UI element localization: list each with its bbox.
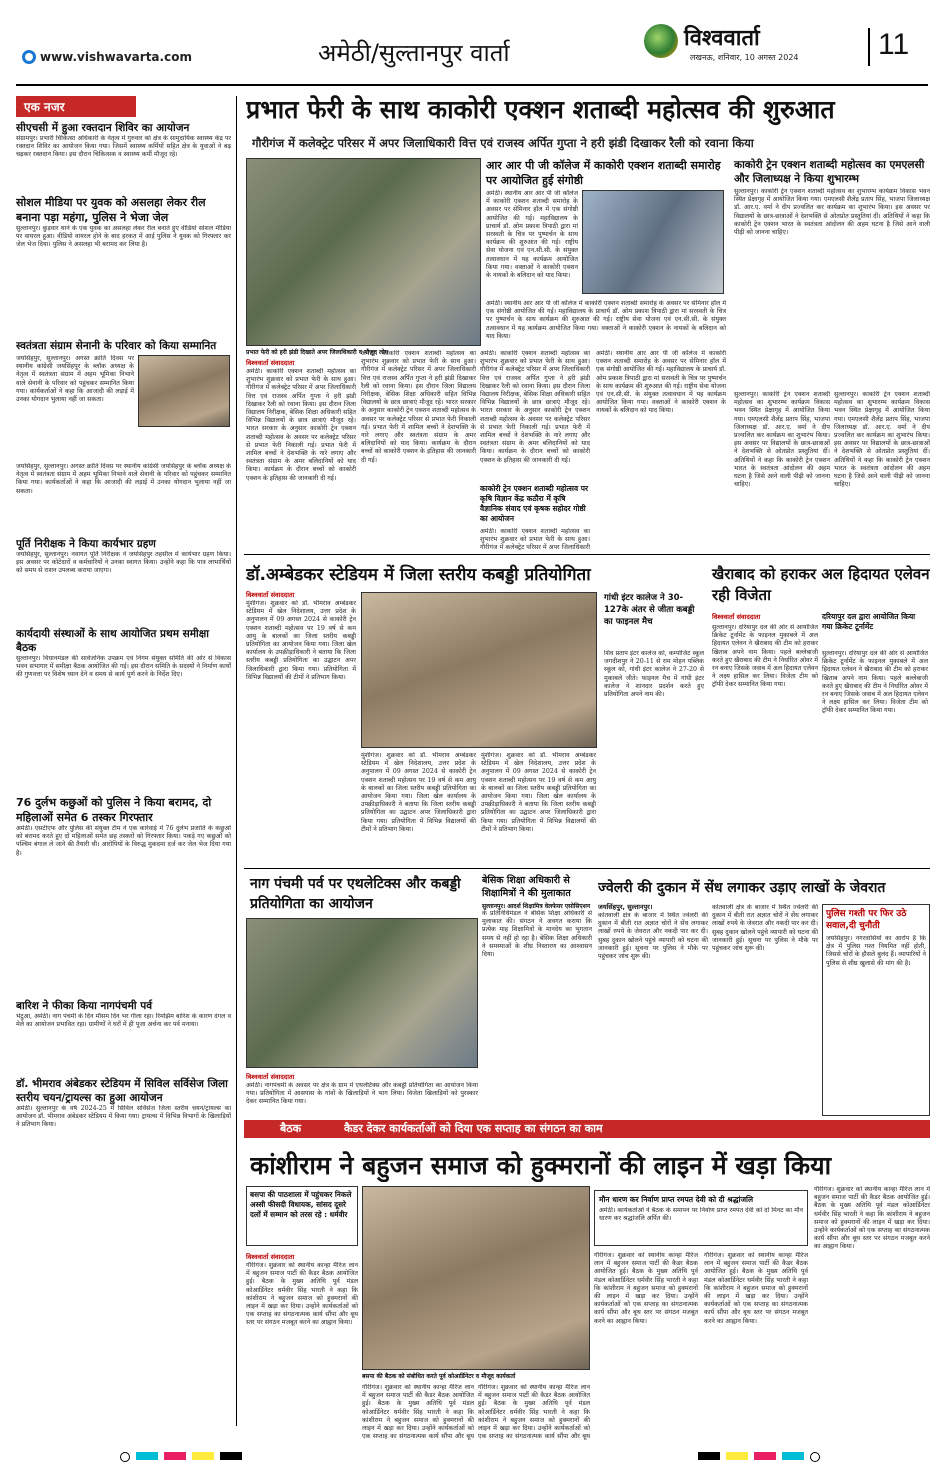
brief-3-photo	[138, 355, 230, 427]
bottom-body-col4: गौरीगंज। शुक्रवार को स्थानीय कान्हा मैरिज लान में बहुजन समाज पार्टी की कैडर बैठक आयोजित हुई। बैठक के मुख्य अतिथि पूर्व मंडल कोआर्डिनेटर धर्मवीर सिंह भारती ने कहा कि कांशीराम ने बहुजन समाज को हुक्मरानों की लाइन में खड़ा कर दिया। उन्होंने कार्यकर्ताओं को एक सप्ताह का संगठनात्मक कार्य सौंपा और बूथ स्तर पर संगठन मजबूत करने का आह्वान किया।	[594, 1252, 698, 1325]
lead-body-col2: अमेठी। काकोरी एक्शन शताब्दी महोत्सव का शुभारंभ शुक्रवार को प्रभात फेरी के साथ हुआ। गौरीगंज में कलेक्ट्रेट परिसर में अपर जिलाधिकारी वित्त एवं राजस्व अर्पित गुप्ता ने हरी झंडी दिखाकर रैली को रवाना किया। इस दौरान जिला विद्यालय निरीक्षक, बेसिक शिक्षा अधिकारी सहित विभिन्न विद्यालयों के छात्र छात्राएं मौजूद रहे। भारत सरकार के अनुसार काकोरी ट्रेन एक्शन शताब्दी महोत्सव के अवसर पर कलेक्ट्रेट परिसर से प्रभात फेरी निकाली गई। प्रभात फेरी में शामिल बच्चों ने देशभक्ति के नारे लगाए और स्वतंत्रता संग्राम के अमर बलिदानियों को याद किया। कार्यक्रम के दौरान बच्चों को काकोरी एक्शन के इतिहास की जानकारी दी गई।	[361, 350, 476, 464]
brief-7-title: बारिश ने फीका किया नागपंचमी पर्व	[16, 1000, 153, 1012]
lead-byline: विश्ववार्ता संवाददाता	[246, 359, 295, 367]
bottom-quote-box	[246, 1186, 358, 1246]
bsa-body: के प्रतिनिधिमंडल ने बेसिक शिक्षा अधिकारी से मुलाकात की। संगठन ने अवगत कराया कि प्रत्येक माह शिक्षामित्रों के मानदेय का भुगतान समय से नहीं हो रहा है। बेसिक शिक्षा अधिकारी ने समस्याओं के शीघ्र निस्तारण का आश्वासन दिया।	[482, 910, 592, 959]
lead-photo	[246, 158, 481, 346]
nagpanchami-body: अमेठी। नागपंचमी के अवसर पर क्षेत्र के ग्राम में एथलेटिक्स और कबड्डी प्रतियोगिता का आयोजन किया गया। प्रतियोगिता में आसपास के गांवों के खिलाड़ियों ने भाग लिया। विजेता खिलाड़ियों को पुरस्कार देकर सम्मानित किया गया।	[246, 1082, 478, 1106]
section-rule-1	[244, 554, 930, 555]
brief-4-title: पूर्ति निरीक्षक ने किया कार्यभार ग्रहण	[16, 538, 156, 550]
rr-college-headline: आर आर पी जी कॉलेज में काकोरी एक्शन शताब्दी समारोह पर आयोजित हुई संगोष्ठी	[486, 159, 721, 187]
jewelry-headline: ज्वेलरी की दुकान में सेंध लगाकर उड़ाए लाखों के जेवरात	[598, 880, 886, 896]
bottom-side-body: अमेठी। कार्यकर्ताओं ने बैठक के समापन पर निर्वाण प्राप्त रमपत देवी को दो मिनट का मौन धारण कर श्रद्धांजलि अर्पित की।	[599, 1207, 803, 1223]
page-number: 11	[878, 28, 910, 61]
rr-college-body-lower: अमेठी। स्थानीय आर आर पी जी कॉलेज में काकोरी एक्शन शताब्दी समारोह के अवसर पर सेमिनार हॉल में एक संगोष्ठी आयोजित की गई। महाविद्यालय के प्राचार्य डॉ. ओम प्रकाश त्रिपाठी द्वारा मां सरस्वती के चित्र पर पुष्पार्चन के साथ कार्यक्रम की शुरुआत की गई। राष्ट्रीय सेवा योजना एवं एन.सी.सी. के संयुक्त तत्वावधान में यह कार्यक्रम आयोजित किया गया। वक्ताओं ने काकोरी एक्शन के नायकों के बलिदान को याद किया।	[596, 350, 726, 415]
brief-3-body-cont: जयसिंहपुर, सुल्तानपुर। अगस्त क्रांति दिवस पर स्थानीय कांग्रेसी जयसिंहपुर के ब्लॉक अध्यक्ष के नेतृत्व में स्वतंत्रता संग्राम में अहम भूमिका निभाने वाले सेनानी के परिवार को पहुंचकर सम्मानित किया गया। कार्यकर्ताओं ने कहा कि आजादी की लड़ाई में उनका योगदान भुलाया नहीं जा सकता।	[16, 463, 231, 495]
bottom-side-box	[594, 1190, 808, 1246]
masthead	[0, 0, 945, 88]
masthead-rule	[16, 84, 928, 86]
nagpanchami-headline: नाग पंचमी पर्व पर एथलेटिक्स और कबड्डी प्रतियोगिता का आयोजन	[250, 876, 461, 912]
rr-college-box	[486, 158, 726, 348]
kabaddi-body-col1: मुंशीगंज। शुक्रवार को डॉ. भीमराव अम्बेडकर स्टेडियम में खेल निदेशालय, उत्तर प्रदेश के अनुपालन में 09 अगस्त 2024 से काकोरी ट्रेन एक्शन शताब्दी महोत्सव पर 19 वर्ष से कम आयु के बालकों का जिला स्तरीय कबड्डी प्रतियोगिता का आयोजन किया गया। जिला खेल कार्यालय के उपक्रीड़ाधिकारी ने बताया कि जिला स्तरीय कबड्डी प्रतियोगिता का उद्घाटन अपर जिलाधिकारी द्वारा किया गया। प्रतियोगिता में विभिन्न विद्यालयों की टीमों ने प्रतिभाग किया।	[246, 600, 356, 681]
brief-1-title: सीएचसी में हुआ रक्तदान शिविर का आयोजन	[16, 122, 190, 134]
rr-college-body-cont: अमेठी। स्थानीय आर आर पी जी कॉलेज में काकोरी एक्शन शताब्दी समारोह के अवसर पर सेमिनार हॉल में एक संगोष्ठी आयोजित की गई। महाविद्यालय के प्राचार्य डॉ. ओम प्रकाश त्रिपाठी द्वारा मां सरस्वती के चित्र पर पुष्पार्चन के साथ कार्यक्रम की शुरुआत की गई। राष्ट्रीय सेवा योजना एवं एन.सी.सी. के संयुक्त तत्वावधान में यह कार्यक्रम आयोजित किया गया। वक्ताओं ने काकोरी एक्शन के नायकों के बलिदान को याद किया।	[486, 300, 726, 340]
jewelry-box	[822, 904, 930, 1116]
section-rule-2	[244, 868, 930, 869]
jewelry-byline: जयसिंहपुर, सुल्तानपुर।	[598, 903, 653, 911]
brief-8-body: अमेठी। सुल्तानपुर के वर्ष 2024-25 में सिविल सर्विसेज जिला स्तरीय चयन/ट्रायल्स का आयोजन डॉ. भीमराव अंबेडकर स्टेडियम में किया गया। ट्रायल्स में विभिन्न विभागों के खिलाड़ियों ने प्रतिभाग किया।	[16, 1105, 231, 1129]
column-divider	[236, 96, 237, 1426]
bsa-byline: सुल्तानपुर। आदर्श शिक्षामित्र वेलफेयर एसोसिएशन	[482, 903, 591, 910]
brief-5-body: सुल्तानपुर। विधानमंडल की सार्वजनिक उपक्रम एवं निगम संयुक्त समिति की ओर से विकास भवन सभागार में समीक्षा बैठक आयोजित की गई। इस दौरान समिति के सदस्यों ने निर्माण कार्यों की गुणवत्ता पर विशेष ध्यान देने व समय से कार्य पूर्ण करने के निर्देश दिए।	[16, 655, 231, 679]
brief-2-title: सोशल मीडिया पर युवक को असलहा लेकर रील बनाना पड़ा महंगा, पुलिस ने भेजा जेल	[16, 196, 206, 224]
bottom-photo	[362, 1186, 590, 1370]
lead-photo-caption: प्रभात फेरी को हरी झंडी दिखाते अपर जिलाधिकारी व मौजूद लोग	[246, 349, 389, 356]
mlc-story	[734, 158, 930, 548]
bottom-photo-caption: बसपा की बैठक को संबोधित करते पूर्व कोआर्डिनेटर व मौजूद कार्यकर्ता	[362, 1373, 516, 1380]
khairabad-headline: खैराबाद को हराकर अल हिदायत एलेवन रही विजेता	[712, 565, 930, 604]
kabaddi-sidebar-body: शिव प्रताप इंटर कालेज को, कम्पोजिट स्कूल जगदीशपुर ने 20-11 से राम मोहन पब्लिक स्कूल को, गांधी इंटर कालेज ने 27-20 से मुकाबले जीते। फाइनल मैच में गांधी इंटर कालेज ने शानदार प्रदर्शन करते हुए प्रतियोगिता अपने नाम की।	[604, 650, 704, 699]
lead-subhead: काकोरी ट्रेन एक्शन शताब्दी महोत्सव पर कृषि विज्ञान केंद्र कठौरा में कृषि वैज्ञानिक संवाद एवं कृषक सहोदर गोष्ठी का आयोजन	[480, 484, 589, 523]
brief-1-body: संग्रामपुर। प्रभारी चिकित्सा अधिकारी के नेतृत्व में गुरुवार को क्षेत्र के सामुदायिक स्वास्थ्य केंद्र पर रक्तदान शिविर का आयोजन किया गया। जिसमें स्वास्थ्य कर्मियों सहित क्षेत्र के युवाओं ने बढ़ चढ़कर रक्तदान किया। इस दौरान चिकित्सक व स्वास्थ्य कर्मी मौजूद रहे।	[16, 135, 231, 159]
bottom-body-col5: गौरीगंज। शुक्रवार को स्थानीय कान्हा मैरिज लान में बहुजन समाज पार्टी की कैडर बैठक आयोजित हुई। बैठक के मुख्य अतिथि पूर्व मंडल कोआर्डिनेटर धर्मवीर सिंह भारती ने कहा कि कांशीराम ने बहुजन समाज को हुक्मरानों की लाइन में खड़ा कर दिया। उन्होंने कार्यकर्ताओं को एक सप्ताह का संगठनात्मक कार्य सौंपा और बूथ स्तर पर संगठन मजबूत करने का आह्वान किया।	[704, 1252, 808, 1325]
brief-3-title: स्वतंत्रता संग्राम सेनानी के परिवार को किया सम्मानित	[16, 340, 217, 352]
jewelry-body-col1: कोतवाली क्षेत्र के बाजार में स्थित ज्वेलरी की दुकान में बीती रात अज्ञात चोरों ने सेंध लगाकर लाखों रुपये के जेवरात और नकदी पार कर दी। सुबह दुकान खोलने पहुंचे व्यापारी को घटना की जानकारी हुई। सूचना पर पुलिस ने मौके पर पहुंचकर जांच शुरू की।	[598, 912, 708, 961]
jewelry-body-col2: कोतवाली क्षेत्र के बाजार में स्थित ज्वेलरी की दुकान में बीती रात अज्ञात चोरों ने सेंध लगाकर लाखों रुपये के जेवरात और नकदी पार कर दी। सुबह दुकान खोलने पहुंचे व्यापारी को घटना की जानकारी हुई। सूचना पर पुलिस ने मौके पर पहुंचकर जांच शुरू की।	[712, 904, 818, 953]
lead-headline: प्रभात फेरी के साथ काकोरी एक्शन शताब्दी महोत्सव की शुरुआत	[246, 95, 835, 124]
bottom-side-strap: मौन धारण कर निर्वाण प्राप्त रमपत देवी को दी श्रद्धांजलि	[599, 1195, 754, 1204]
brief-6-title: 76 दुर्लभ कछुओं को पुलिस ने किया बरामद, दो महिलाओं समेत 6 तस्कर गिरफ्तार	[16, 796, 212, 824]
kabaddi-sidebar-headline: गांधी इंटर कालेज ने 30-127के अंतर से जीता कबड्डी का फाइनल मैच	[604, 593, 695, 627]
mlc-body-cont-2: सुल्तानपुर। काकोरी ट्रेन एक्शन शताब्दी महोत्सव का शुभारम्भ कार्यक्रम विकास भवन स्थित प्रेक्षागृह में आयोजित किया गया। एमएलसी शैलेंद्र प्रताप सिंह, भाजपा जिलाध्यक्ष डॉ. आर.ए. वर्मा ने दीप प्रज्वलित कर कार्यक्रम का शुभारंभ किया। इस अवसर पर विद्यालयों के छात्र-छात्राओं ने देशभक्ति से ओतप्रोत प्रस्तुतियां दीं। अतिथियों ने कहा कि काकोरी ट्रेन एक्शन भारत के स्वतंत्रता आंदोलन की अहम घटना है जिसे आने वाली पीढ़ी को जानना चाहिए।	[834, 391, 930, 489]
khairabad-body-col2: सुल्तानपुर। दरियापुर दल की ओर से आयोजित क्रिकेट टूर्नामेंट के फाइनल मुकाबले में अल हिदायत एलेवन ने खैराबाद की टीम को हराकर खिताब अपने नाम किया। पहले बल्लेबाजी करते हुए खैराबाद की टीम ने निर्धारित ओवर में रन बनाए जिसके जवाब में अल हिदायत एलेवन ने लक्ष्य हासिल कर लिया। विजेता टीम को ट्रॉफी देकर सम्मानित किया गया।	[822, 650, 928, 715]
lead-body-col3: अमेठी। काकोरी एक्शन शताब्दी महोत्सव का शुभारंभ शुक्रवार को प्रभात फेरी के साथ हुआ। गौरीगंज में कलेक्ट्रेट परिसर में अपर जिलाधिकारी वित्त एवं राजस्व अर्पित गुप्ता ने हरी झंडी दिखाकर रैली को रवाना किया। इस दौरान जिला विद्यालय निरीक्षक, बेसिक शिक्षा अधिकारी सहित विभिन्न विद्यालयों के छात्र छात्राएं मौजूद रहे। भारत सरकार के अनुसार काकोरी ट्रेन एक्शन शताब्दी महोत्सव के अवसर पर कलेक्ट्रेट परिसर से प्रभात फेरी निकाली गई। प्रभात फेरी में शामिल बच्चों ने देशभक्ति के नारे लगाए और स्वतंत्रता संग्राम के अमर बलिदानियों को याद किया। कार्यक्रम के दौरान बच्चों को काकोरी एक्शन के इतिहास की जानकारी दी गई।	[480, 350, 590, 464]
lead-deck: गौरीगंज में कलेक्ट्रेट परिसर में अपर जिलाधिकारी वित्त एवं राजस्व अर्पित गुप्ता ने हरी झंडी दिखाकर रैली को रवाना किया	[252, 136, 754, 150]
jewelry-box-headline: पुलिस गश्ती पर फिर उठे सवाल,दी चुनौती	[826, 909, 907, 931]
nagpanchami-photo	[246, 918, 478, 1068]
lead-body-col3b: अमेठी। काकोरी एक्शन शताब्दी महोत्सव का शुभारंभ शुक्रवार को प्रभात फेरी के साथ हुआ। गौरीगंज में कलेक्ट्रेट परिसर में अपर जिलाधिकारी	[480, 528, 590, 552]
mlc-body-cont-1: सुल्तानपुर। काकोरी ट्रेन एक्शन शताब्दी महोत्सव का शुभारम्भ कार्यक्रम विकास भवन स्थित प्रेक्षागृह में आयोजित किया गया। एमएलसी शैलेंद्र प्रताप सिंह, भाजपा जिलाध्यक्ष डॉ. आर.ए. वर्मा ने दीप प्रज्वलित कर कार्यक्रम का शुभारंभ किया। इस अवसर पर विद्यालयों के छात्र-छात्राओं ने देशभक्ति से ओतप्रोत प्रस्तुतियां दीं। अतिथियों ने कहा कि काकोरी ट्रेन एक्शन भारत के स्वतंत्रता आंदोलन की अहम घटना है जिसे आने वाली पीढ़ी को जानना चाहिए।	[734, 391, 830, 489]
brief-3-body: जयसिंहपुर, सुल्तानपुर। अगस्त क्रांति दिवस पर स्थानीय कांग्रेसी जयसिंहपुर के ब्लॉक अध्यक्ष के नेतृत्व में स्वतंत्रता संग्राम में अहम भूमिका निभाने वाले सेनानी के परिवार को पहुंचकर सम्मानित किया गया। कार्यकर्ताओं ने कहा कि आजादी की लड़ाई में उनका योगदान भुलाया नहीं जा सकता।	[16, 355, 134, 404]
bsa-story	[482, 874, 592, 1118]
bottom-byline: विश्ववार्ता संवाददाता	[246, 1253, 295, 1261]
mlc-headline: काकोरी ट्रेन एक्शन शताब्दी महोत्सव का एमएलसी और जिलाध्यक्ष ने किया शुभारम्भ	[734, 159, 925, 185]
khairabad-byline: विश्ववार्ता संवाददाता	[712, 613, 761, 621]
lead-body-col1: अमेठी। काकोरी एक्शन शताब्दी महोत्सव का शुभारंभ शुक्रवार को प्रभात फेरी के साथ हुआ। गौरीगंज में कलेक्ट्रेट परिसर में अपर जिलाधिकारी वित्त एवं राजस्व अर्पित गुप्ता ने हरी झंडी दिखाकर रैली को रवाना किया। इस दौरान जिला विद्यालय निरीक्षक, बेसिक शिक्षा अधिकारी सहित विभिन्न विद्यालयों के छात्र छात्राएं मौजूद रहे। भारत सरकार के अनुसार काकोरी ट्रेन एक्शन शताब्दी महोत्सव के अवसर पर कलेक्ट्रेट परिसर से प्रभात फेरी निकाली गई। प्रभात फेरी में शामिल बच्चों ने देशभक्ति के नारे लगाए और स्वतंत्रता संग्राम के अमर बलिदानियों को याद किया। कार्यक्रम के दौरान बच्चों को काकोरी एक्शन के इतिहास की जानकारी दी गई।	[246, 368, 356, 482]
paper-name: विश्ववार्ता	[684, 26, 760, 51]
mlc-body: सुल्तानपुर। काकोरी ट्रेन एक्शन शताब्दी महोत्सव का शुभारम्भ कार्यक्रम विकास भवन स्थित प्रेक्षागृह में आयोजित किया गया। एमएलसी शैलेंद्र प्रताप सिंह, भाजपा जिलाध्यक्ष डॉ. आर.ए. वर्मा ने दीप प्रज्वलित कर कार्यक्रम का शुभारंभ किया। इस अवसर पर विद्यालयों के छात्र-छात्राओं ने देशभक्ति से ओतप्रोत प्रस्तुतियां दीं। अतिथियों ने कहा कि काकोरी ट्रेन एक्शन भारत के स्वतंत्रता आंदोलन की अहम घटना है जिसे आने वाली पीढ़ी को जानना चाहिए।	[734, 188, 930, 237]
dateline: लखनऊ, शनिवार, 10 अगस्त 2024	[690, 53, 799, 62]
ek-nazar-column	[16, 96, 231, 1426]
brief-8-title: डॉ. भीमराव अंबेडकर स्टेडियम में सिविल सर्विसेज जिला स्तरीय चयन/ट्रायल्स का हुआ आयोजन	[16, 1078, 228, 1104]
website-url[interactable]: www.vishwavarta.com	[40, 50, 192, 64]
brief-4-body: जयसिंहपुर, सुल्तानपुर। नवागत पूर्ति निरीक्षक ने जयसिंहपुर तहसील में कार्यभार ग्रहण किया। इस अवसर पर कोटेदारों व कर्मचारियों ने उनका स्वागत किया। उन्होंने कहा कि पात्र लाभार्थियों को समय से राशन उपलब्ध कराया जाएगा।	[16, 551, 231, 575]
kabaddi-photo	[361, 592, 597, 748]
kabaddi-body-col3: मुंशीगंज। शुक्रवार को डॉ. भीमराव अम्बेडकर स्टेडियम में खेल निदेशालय, उत्तर प्रदेश के अनुपालन में 09 अगस्त 2024 से काकोरी ट्रेन एक्शन शताब्दी महोत्सव पर 19 वर्ष से कम आयु के बालकों का जिला स्तरीय कबड्डी प्रतियोगिता का आयोजन किया गया। जिला खेल कार्यालय के उपक्रीड़ाधिकारी ने बताया कि जिला स्तरीय कबड्डी प्रतियोगिता का उद्घाटन अपर जिलाधिकारी द्वारा किया गया। प्रतियोगिता में विभिन्न विद्यालयों की टीमों ने प्रतिभाग किया।	[481, 752, 596, 833]
paper-logo-icon	[644, 24, 678, 58]
kabaddi-body-col2: मुंशीगंज। शुक्रवार को डॉ. भीमराव अम्बेडकर स्टेडियम में खेल निदेशालय, उत्तर प्रदेश के अनुपालन में 09 अगस्त 2024 से काकोरी ट्रेन एक्शन शताब्दी महोत्सव पर 19 वर्ष से कम आयु के बालकों का जिला स्तरीय कबड्डी प्रतियोगिता का आयोजन किया गया। जिला खेल कार्यालय के उपक्रीड़ाधिकारी ने बताया कि जिला स्तरीय कबड्डी प्रतियोगिता का उद्घाटन अपर जिलाधिकारी द्वारा किया गया। प्रतियोगिता में विभिन्न विद्यालयों की टीमों ने प्रतिभाग किया।	[361, 752, 476, 833]
bottom-body-col2: गौरीगंज। शुक्रवार को स्थानीय कान्हा मैरिज लान में बहुजन समाज पार्टी की कैडर बैठक आयोजित हुई। बैठक के मुख्य अतिथि पूर्व मंडल कोआर्डिनेटर धर्मवीर सिंह भारती ने कहा कि कांशीराम ने बहुजन समाज को हुक्मरानों की लाइन में खड़ा कर दिया। उन्होंने कार्यकर्ताओं को एक सप्ताह का संगठनात्मक कार्य सौंपा और बूथ	[362, 1384, 474, 1440]
registration-marks	[120, 1452, 820, 1464]
bottom-strap: कैडर देकर कार्यकर्ताओं को दिया एक सप्ताह का संगठन का काम	[344, 1122, 603, 1135]
bottom-kicker: बैठक	[280, 1122, 302, 1135]
jewelry-box-body: जयसिंहपुर। नगरवासियों का आरोप है कि क्षेत्र में पुलिस गश्त नियमित नहीं होती, जिससे चोरों के हौसले बुलंद हैं। व्यापारियों ने पुलिस से शीघ्र खुलासे की मांग की है।	[826, 935, 926, 967]
kabaddi-headline: डॉ.अम्बेडकर स्टेडियम में जिला स्तरीय कबड्डी प्रतियोगिता	[246, 565, 591, 585]
bottom-body-col6: गौरीगंज। शुक्रवार को स्थानीय कान्हा मैरिज लान में बहुजन समाज पार्टी की कैडर बैठक आयोजित हुई। बैठक के मुख्य अतिथि पूर्व मंडल कोआर्डिनेटर धर्मवीर सिंह भारती ने कहा कि कांशीराम ने बहुजन समाज को हुक्मरानों की लाइन में खड़ा कर दिया। उन्होंने कार्यकर्ताओं को एक सप्ताह का संगठनात्मक कार्य सौंपा और बूथ स्तर पर संगठन मजबूत करने का आह्वान किया।	[814, 1186, 930, 1251]
kabaddi-byline: विश्ववार्ता संवाददाता	[246, 591, 295, 599]
bottom-body-col3: गौरीगंज। शुक्रवार को स्थानीय कान्हा मैरिज लान में बहुजन समाज पार्टी की कैडर बैठक आयोजित हुई। बैठक के मुख्य अतिथि पूर्व मंडल कोआर्डिनेटर धर्मवीर सिंह भारती ने कहा कि कांशीराम ने बहुजन समाज को हुक्मरानों की लाइन में खड़ा कर दिया। उन्होंने कार्यकर्ताओं को एक सप्ताह का संगठनात्मक कार्य सौंपा और बूथ	[478, 1384, 590, 1440]
brief-7-body: भेटुआ, अमेठी। नाग पंचमी के दिन मौसम दिन भर गीला रहा। रिमझिम बारिश के कारण दंगल व मेले का आयोजन प्रभावित रहा। ग्रामीणों ने घरों में ही पूजा अर्चना कर पर्व मनाया।	[16, 1013, 231, 1029]
bsa-headline: बेसिक शिक्षा अधिकारी से शिक्षामित्रों ने की मुलाकात	[482, 875, 571, 899]
brief-5-title: कार्यदायी संस्थाओं के साथ आयोजित प्रथम समीक्षा बैठक	[16, 628, 209, 654]
rr-college-photo	[582, 190, 724, 294]
page-number-divider	[868, 28, 870, 66]
brief-2-body: सुल्तानपुर। कुड़वार थाने के एक युवक का असलहा लेकर रील बनाते हुए वीडियो सोशल मीडिया पर वायरल हुआ। वीडियो वायरल होने के बाद हरकत में आई पुलिस ने युवक को गिरफ्तार कर जेल भेज दिया। पुलिस ने असलहा भी बरामद कर लिया है।	[16, 225, 231, 249]
bottom-headline: कांशीराम ने बहुजन समाज को हुक्मरानों की लाइन में खड़ा किया	[250, 1151, 832, 1180]
ek-nazar-label: एक नजर	[16, 96, 136, 117]
brief-6-body: अमेठी। एसटीएफ और पुलिस की संयुक्त टीम ने एक कार्रवाई में 76 दुर्लभ प्रजाति के कछुओं को बरामद करते हुए दो महिलाओं समेत छह तस्करों को गिरफ्तार किया। पकड़े गए कछुओं को पश्चिम बंगाल ले जाने की तैयारी थी। आरोपियों के विरुद्ध मुकदमा दर्ज कर जेल भेज दिया गया है।	[16, 825, 231, 857]
ie-logo-icon	[22, 50, 36, 64]
nagpanchami-byline: विश्ववार्ता संवाददाता	[246, 1073, 295, 1081]
rr-college-body: अमेठी। स्थानीय आर आर पी जी कॉलेज में काकोरी एक्शन शताब्दी समारोह के अवसर पर सेमिनार हॉल में एक संगोष्ठी आयोजित की गई। महाविद्यालय के प्राचार्य डॉ. ओम प्रकाश त्रिपाठी द्वारा मां सरस्वती के चित्र पर पुष्पार्चन के साथ कार्यक्रम की शुरुआत की गई। राष्ट्रीय सेवा योजना एवं एन.सी.सी. के संयुक्त तत्वावधान में यह कार्यक्रम आयोजित किया गया। वक्ताओं ने काकोरी एक्शन के नायकों के बलिदान को याद किया।	[486, 190, 578, 280]
bottom-quote: बसपा की पाठशाला में पहुंचकर निकले अस्सी फीसदी विधायक, सांसद दूसरे दलों में सम्मान को तरस रहे : धर्मवीर	[250, 1190, 352, 1219]
khairabad-pull: दरियापुर दल द्वारा आयोजित किया गया क्रिकेट टूर्नामेंट	[822, 612, 916, 631]
khairabad-body-col1: सुल्तानपुर। दरियापुर दल की ओर से आयोजित क्रिकेट टूर्नामेंट के फाइनल मुकाबले में अल हिदायत एलेवन ने खैराबाद की टीम को हराकर खिताब अपने नाम किया। पहले बल्लेबाजी करते हुए खैराबाद की टीम ने निर्धारित ओवर में रन बनाए जिसके जवाब में अल हिदायत एलेवन ने लक्ष्य हासिल कर लिया। विजेता टीम को ट्रॉफी देकर सम्मानित किया गया।	[712, 624, 818, 689]
section-title: अमेठी/सुल्तानपुर वार्ता	[318, 39, 510, 67]
bottom-body-col1: गौरीगंज। शुक्रवार को स्थानीय कान्हा मैरिज लान में बहुजन समाज पार्टी की कैडर बैठक आयोजित हुई। बैठक के मुख्य अतिथि पूर्व मंडल कोआर्डिनेटर धर्मवीर सिंह भारती ने कहा कि कांशीराम ने बहुजन समाज को हुक्मरानों की लाइन में खड़ा कर दिया। उन्होंने कार्यकर्ताओं को एक सप्ताह का संगठनात्मक कार्य सौंपा और बूथ स्तर पर संगठन मजबूत करने का आह्वान किया।	[246, 1262, 358, 1327]
